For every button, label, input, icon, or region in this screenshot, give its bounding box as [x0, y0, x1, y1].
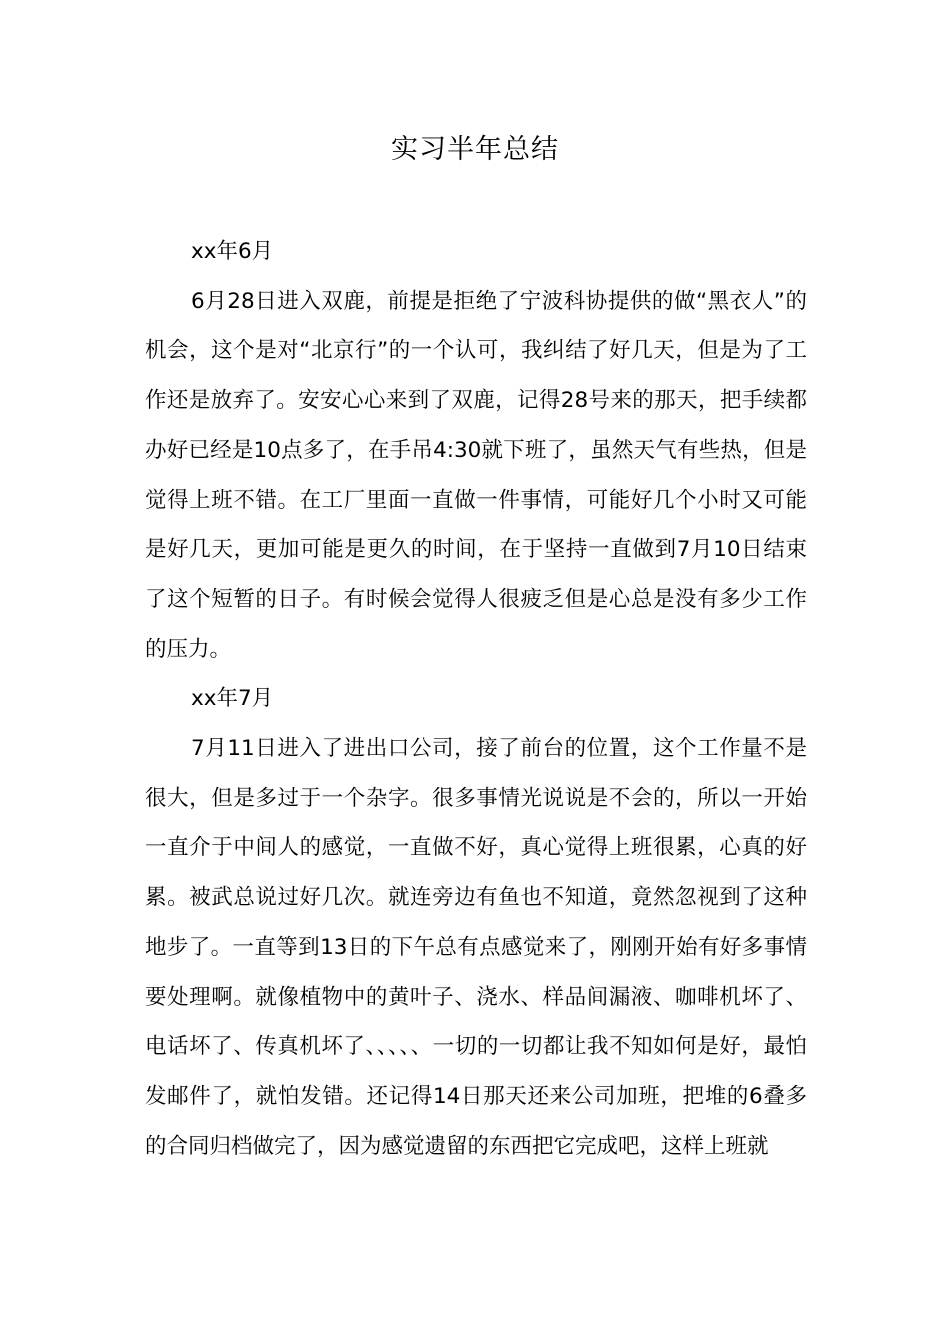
paragraph-july-body: 7月11日进入了进出口公司，接了前台的位置，这个工作量不是很大，但是多过于一个杂字。很多事情光说说是不会的，所以一开始一直介于中间人的感觉，一直做不好，真心觉得上班很累，心真的好累。被武总说过好几次。就连旁边有鱼也不知道，竟然忽视到了这种地步了。一直等到13日的下午总有点感觉来了，刚刚开始有好多事情要处理啊。就像植物中的黄叶子、浇水、样品间漏液、咖啡机坏了、电话坏了、传真机坏了、、、、、一切的一切都让我不知如何是好，最怕发邮件了，就怕发错。还记得14日那天还来公司加班，把堆的6叠多的合同归档做完了，因为感觉遗留的东西把它完成吧，这样上班就: [145, 736, 807, 1159]
document-title: 实习半年总结: [391, 134, 559, 165]
paragraph-june-body: 6月28日进入双鹿，前提是拒绝了宁波科协提供的做“黑衣人”的机会，这个是对“北京行”的一个认可，我纠结了好几天，但是为了工作还是放弃了。安安心心来到了双鹿，记得28号来的那天，把手续都办好已经是10点多了，在手吊4:30就下班了，虽然天气有些热，但是觉得上班不错。在工厂里面一直做一件事情，可能好几个小时又可能是好几天，更加可能是更久的时间，在于坚持一直做到7月10日结束了这个短暂的日子。有时候会觉得人很疲乏但是心总是没有多少工作的压力。: [145, 288, 807, 662]
paragraph-date-june: xx年6月: [191, 239, 274, 264]
paragraph-date-july: xx年7月: [191, 686, 274, 712]
document-body: [145, 227, 807, 1171]
